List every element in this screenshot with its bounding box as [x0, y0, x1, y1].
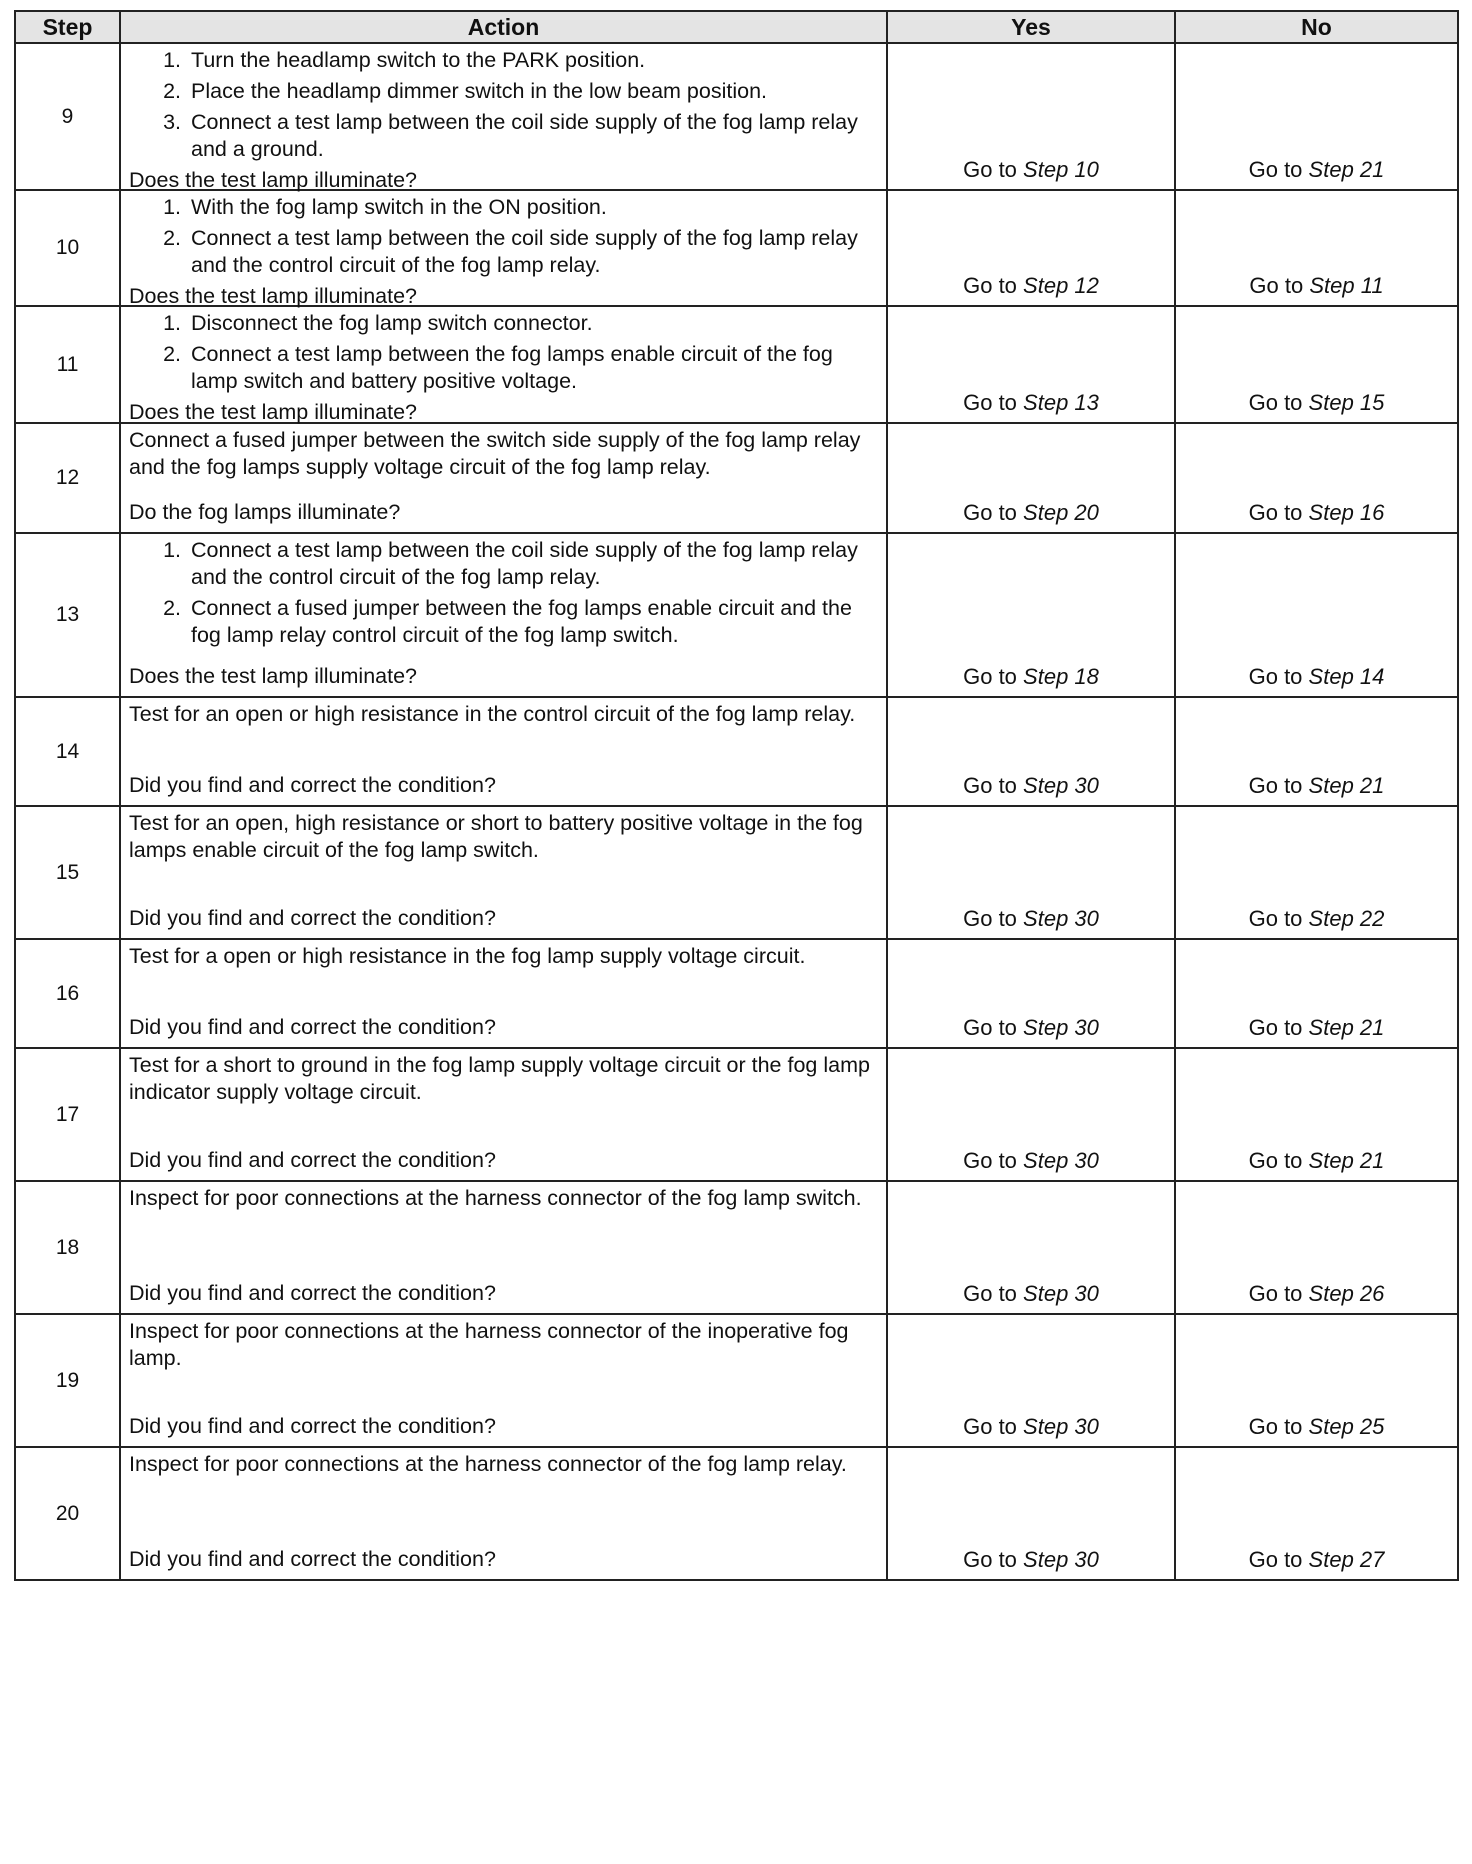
- yes-cell: [887, 1447, 1175, 1580]
- yes-cell: [887, 533, 1175, 697]
- step-number: 12: [15, 423, 120, 533]
- no-cell: [1175, 1048, 1458, 1181]
- step-number: 9: [15, 43, 120, 190]
- step-number: 20: [15, 1447, 120, 1580]
- action-cell: [120, 939, 887, 1048]
- action-question: Did you find and correct the condition?: [129, 1281, 496, 1306]
- yes-cell: [887, 306, 1175, 423]
- yes-cell: [887, 806, 1175, 939]
- header-step: Step: [15, 11, 120, 43]
- go-to-label: Go to: [963, 500, 1017, 525]
- yes-target-step: Step 12: [1023, 273, 1099, 298]
- yes-cell: [887, 939, 1175, 1048]
- table-body: [15, 43, 1458, 1580]
- action-question: Did you find and correct the condition?: [129, 773, 496, 798]
- table-row: [15, 1314, 1458, 1447]
- action-text: Test for a open or high resistance in the fog lamp supply voltage circuit.: [129, 944, 806, 968]
- action-question: Did you find and correct the condition?: [129, 1414, 496, 1439]
- no-target-step: Step 15: [1308, 390, 1385, 415]
- action-cell: [120, 1314, 887, 1447]
- table-row: [15, 1181, 1458, 1314]
- go-to-label: Go to: [963, 773, 1017, 798]
- action-text: Inspect for poor connections at the harness connector of the fog lamp switch.: [129, 1186, 862, 1210]
- action-question: Did you find and correct the condition?: [129, 906, 496, 931]
- go-to-label: Go to: [963, 157, 1017, 182]
- yes-cell: [887, 190, 1175, 306]
- yes-target-step: Step 20: [1023, 500, 1099, 525]
- table-row: [15, 697, 1458, 806]
- action-text: Inspect for poor connections at the harness connector of the fog lamp relay.: [129, 1452, 847, 1476]
- action-cell: [120, 423, 887, 533]
- go-to-label: Go to: [1248, 500, 1303, 525]
- go-to-label: Go to: [963, 1547, 1017, 1572]
- action-question: Did you find and correct the condition?: [129, 1148, 496, 1173]
- step-number: 16: [15, 939, 120, 1048]
- action-steps-list: [129, 537, 878, 653]
- yes-cell: [887, 1314, 1175, 1447]
- go-to-label: Go to: [1248, 1148, 1303, 1173]
- yes-target-step: Step 30: [1023, 1281, 1099, 1306]
- action-question: Does the test lamp illuminate?: [129, 399, 418, 424]
- action-question: Did you find and correct the condition?: [129, 1547, 496, 1572]
- go-to-label: Go to: [963, 906, 1017, 931]
- header-action: Action: [120, 11, 887, 43]
- action-step-item: 3. Connect a test lamp between the coil side supply of the fog lamp relay and a ground.: [187, 109, 878, 163]
- step-number: 17: [15, 1048, 120, 1181]
- table-row: [15, 190, 1458, 306]
- yes-target-step: Step 30: [1023, 1015, 1099, 1040]
- action-text: Connect a fused jumper between the switch side supply of the fog lamp relay and the fog lamps supply voltage circuit of the fog lamp relay.: [129, 428, 861, 479]
- go-to-label: Go to: [963, 1414, 1017, 1439]
- go-to-label: Go to: [1248, 390, 1303, 415]
- step-number: 13: [15, 533, 120, 697]
- action-text: Test for a short to ground in the fog lamp supply voltage circuit or the fog lamp indicator supply voltage circuit.: [129, 1053, 870, 1104]
- diagnostic-table-document: [14, 10, 1457, 1581]
- go-to-label: Go to: [1248, 664, 1303, 689]
- no-cell: [1175, 939, 1458, 1048]
- action-step-item: 1. Turn the headlamp switch to the PARK position.: [187, 47, 878, 74]
- table-row: [15, 939, 1458, 1048]
- no-cell: [1175, 697, 1458, 806]
- diagnostic-table: [14, 10, 1459, 1581]
- action-cell: [120, 806, 887, 939]
- action-cell: [120, 43, 887, 190]
- no-target-step: Step 27: [1308, 1547, 1385, 1572]
- go-to-label: Go to: [1248, 157, 1303, 182]
- action-steps-list: [129, 47, 878, 167]
- yes-target-step: Step 30: [1023, 1414, 1099, 1439]
- no-cell: [1175, 423, 1458, 533]
- no-target-step: Step 21: [1308, 157, 1385, 182]
- yes-target-step: Step 13: [1023, 390, 1099, 415]
- yes-cell: [887, 1048, 1175, 1181]
- yes-cell: [887, 1181, 1175, 1314]
- action-steps-list: [129, 310, 878, 399]
- action-step-item: 2. Connect a test lamp between the coil side supply of the fog lamp relay and the control circuit of the fog lamp relay.: [187, 225, 878, 279]
- no-target-step: Step 21: [1308, 773, 1385, 798]
- no-target-step: Step 21: [1308, 1015, 1385, 1040]
- action-question: Does the test lamp illuminate?: [129, 664, 418, 689]
- no-target-step: Step 26: [1308, 1281, 1385, 1306]
- action-cell: [120, 697, 887, 806]
- action-cell: [120, 190, 887, 306]
- action-step-item: 2. Place the headlamp dimmer switch in the low beam position.: [187, 78, 878, 105]
- go-to-label: Go to: [963, 664, 1017, 689]
- step-number: 14: [15, 697, 120, 806]
- no-target-step: Step 14: [1308, 664, 1385, 689]
- action-cell: [120, 1048, 887, 1181]
- yes-target-step: Step 30: [1023, 773, 1099, 798]
- table-row: [15, 306, 1458, 423]
- action-step-item: 1. Connect a test lamp between the coil side supply of the fog lamp relay and the control circuit of the fog lamp relay.: [187, 537, 878, 591]
- action-cell: [120, 533, 887, 697]
- action-text: Inspect for poor connections at the harness connector of the inoperative fog lamp.: [129, 1319, 849, 1370]
- yes-target-step: Step 30: [1023, 906, 1099, 931]
- action-step-item: 2. Connect a fused jumper between the fog lamps enable circuit and the fog lamp relay control circuit of the fog lamp switch.: [187, 595, 878, 649]
- yes-target-step: Step 30: [1023, 1547, 1099, 1572]
- no-target-step: Step 16: [1308, 500, 1385, 525]
- action-cell: [120, 1447, 887, 1580]
- step-number: 18: [15, 1181, 120, 1314]
- go-to-label: Go to: [963, 1015, 1017, 1040]
- step-number: 11: [15, 306, 120, 423]
- action-question: Do the fog lamps illuminate?: [129, 500, 401, 525]
- action-question: Does the test lamp illuminate?: [129, 167, 418, 192]
- yes-cell: [887, 697, 1175, 806]
- step-number: 10: [15, 190, 120, 306]
- go-to-label: Go to: [963, 273, 1017, 298]
- go-to-label: Go to: [1248, 1281, 1303, 1306]
- action-text: Test for an open, high resistance or short to battery positive voltage in the fog lamps enable circuit of the fog lamp switch.: [129, 811, 863, 862]
- table-row: [15, 533, 1458, 697]
- no-cell: [1175, 190, 1458, 306]
- no-target-step: Step 25: [1308, 1414, 1385, 1439]
- no-target-step: Step 21: [1308, 1148, 1385, 1173]
- yes-target-step: Step 30: [1023, 1148, 1099, 1173]
- go-to-label: Go to: [963, 390, 1017, 415]
- no-cell: [1175, 1447, 1458, 1580]
- go-to-label: Go to: [1249, 273, 1304, 298]
- action-step-item: 2. Connect a test lamp between the fog lamps enable circuit of the fog lamp switch and battery positive voltage.: [187, 341, 878, 395]
- no-cell: [1175, 306, 1458, 423]
- go-to-label: Go to: [1248, 1547, 1303, 1572]
- go-to-label: Go to: [1248, 906, 1303, 931]
- step-number: 15: [15, 806, 120, 939]
- no-target-step: Step 22: [1308, 906, 1385, 931]
- go-to-label: Go to: [1248, 1414, 1303, 1439]
- no-cell: [1175, 43, 1458, 190]
- action-question: Did you find and correct the condition?: [129, 1015, 496, 1040]
- go-to-label: Go to: [1248, 1015, 1303, 1040]
- action-step-item: 1. Disconnect the fog lamp switch connector.: [187, 310, 878, 337]
- go-to-label: Go to: [963, 1281, 1017, 1306]
- action-step-item: 1. With the fog lamp switch in the ON position.: [187, 194, 878, 221]
- yes-cell: [887, 423, 1175, 533]
- no-cell: [1175, 806, 1458, 939]
- action-cell: [120, 1181, 887, 1314]
- action-question: Does the test lamp illuminate?: [129, 283, 418, 308]
- table-row: [15, 423, 1458, 533]
- no-target-step: Step 11: [1309, 273, 1384, 298]
- action-cell: [120, 306, 887, 423]
- table-row: [15, 1048, 1458, 1181]
- yes-target-step: Step 10: [1023, 157, 1099, 182]
- go-to-label: Go to: [963, 1148, 1017, 1173]
- action-text: Test for an open or high resistance in the control circuit of the fog lamp relay.: [129, 702, 856, 726]
- table-row: [15, 1447, 1458, 1580]
- header-no: No: [1175, 11, 1458, 43]
- action-steps-list: [129, 194, 878, 283]
- go-to-label: Go to: [1248, 773, 1303, 798]
- table-row: [15, 43, 1458, 190]
- step-number: 19: [15, 1314, 120, 1447]
- yes-cell: [887, 43, 1175, 190]
- no-cell: [1175, 533, 1458, 697]
- yes-target-step: Step 18: [1023, 664, 1099, 689]
- no-cell: [1175, 1314, 1458, 1447]
- no-cell: [1175, 1181, 1458, 1314]
- header-yes: Yes: [887, 11, 1175, 43]
- header-row: [15, 11, 1458, 43]
- table-row: [15, 806, 1458, 939]
